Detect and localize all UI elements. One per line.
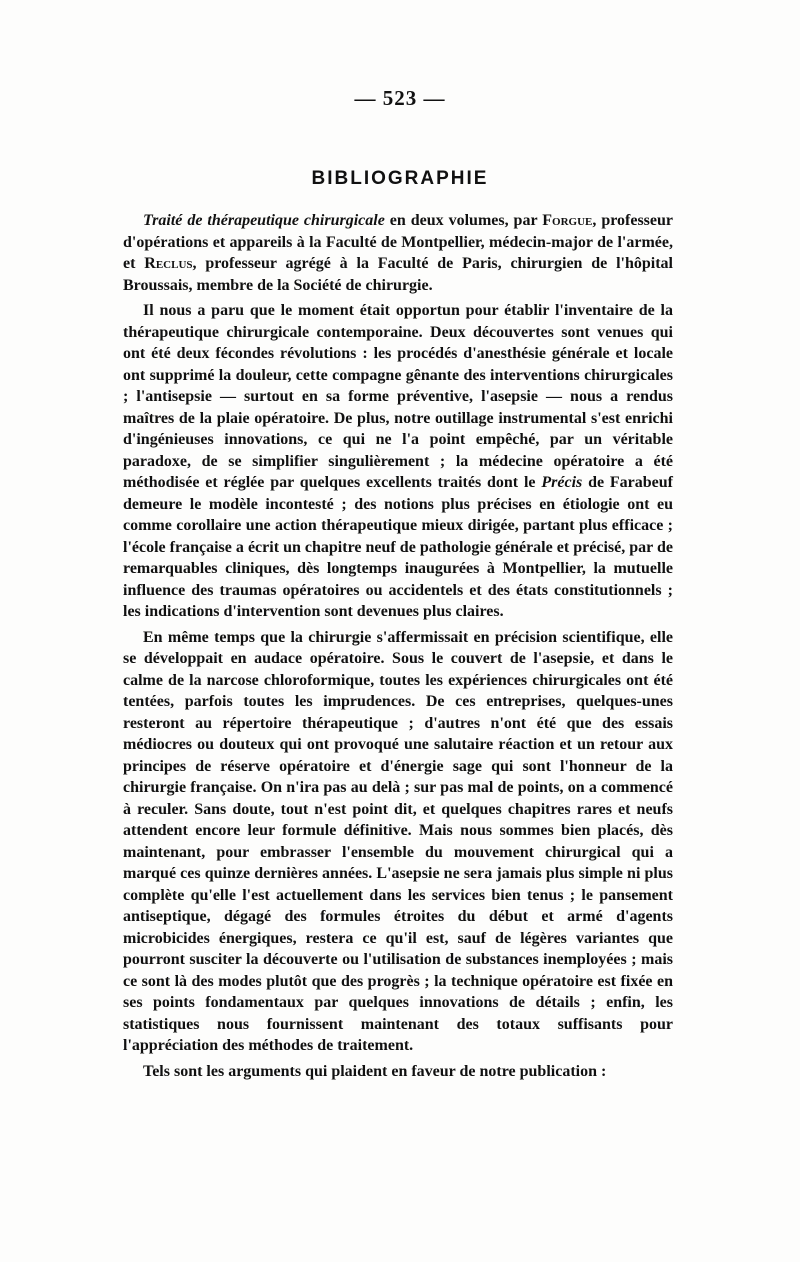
entry-text-b: , professeur d'opérations et appareils à la Faculté de Montpellier, médecin-major de l'armée, et	[123, 212, 674, 272]
precis-title: Précis	[541, 474, 583, 491]
paragraph-inventory	[123, 300, 673, 623]
page-number: — 523 —	[354, 86, 446, 110]
author-forgue: Forgue	[542, 212, 593, 229]
entry-text-a: en deux volumes, par	[384, 212, 543, 229]
section-title: BIBLIOGRAPHIE	[311, 168, 489, 189]
paragraph-inventory-b: de Farabeuf demeure le modèle incontesté ; des notions plus précises en étiologie ont eu comme corollaire une action thérapeutique mieux dirigée, partant plus efficace ; l'école française a écrit un chapitre neuf de pathologie générale et précisé, par de remarquables cliniques, dès longtemps inaugurées à Montpellier, la mutuelle influence des traumas opératoires ou accidentels et des états constitutionnels ; les indications d'intervention sont devenues plus claires.	[123, 474, 674, 620]
author-reclus: Reclus	[144, 255, 193, 272]
paragraph-arguments: Tels sont les arguments qui plaident en faveur de notre publication :	[143, 1062, 607, 1080]
body-text	[123, 210, 673, 1082]
entry-text-c: , professeur agrégé à la Faculté de Paris, chirurgien de l'hôpital Broussais, membre de la Société de chirurgie.	[123, 255, 674, 294]
book-title: Traité de thérapeutique chirurgicale	[143, 212, 385, 229]
paragraph-audacity: En même temps que la chirurgie s'affermissait en précision scientifique, elle se développait en audace opératoire. Sous le couvert de l'asepsie, et dans le calme de la narcose chloroformique, toutes les expériences chirurgicales ont été tentées, parfois toutes les imprudences. De ces entreprises, quelques-unes resteront au répertoire thérapeutique ; d'autres n'ont été que des essais médiocres ou douteux qui ont provoqué une salutaire réaction et un retour aux principes de réserve opératoire et d'énergie sage qui sont l'honneur de la chirurgie française. On n'ira pas au delà ; sur pas mal de points, on a commencé à reculer. Sans doute, tout n'est point dit, et quelques chapitres rares et neufs attendent encore leur formule définitive. Mais nous sommes bien placés, dès maintenant, pour embrasser l'ensemble du mouvement chirurgical qui a marqué ces quinze dernières années. L'asepsie ne sera jamais plus simple ni plus complète qu'elle l'est actuellement dans les services bien tenus ; le pansement antiseptique, dégagé des formules étroites du début et armé d'agents microbicides énergiques, restera ce qu'il est, sauf de légères variantes que pourront susciter la découverte ou l'utilisation de substances inemployées ; mais ce sont là des modes plutôt que des progrès ; la technique opératoire est fixée en ses points fondamentaux par quelques innovations de détails ; enfin, les statistiques nous fournissent maintenant des totaux suffisants pour l'appréciation des méthodes de traitement.	[123, 628, 673, 1054]
paragraph-inventory-a: Il nous a paru que le moment était opportun pour établir l'inventaire de la thérapeutique chirurgicale contemporaine. Deux découvertes sont venues qui ont été deux fécondes révolutions : les procédés d'anesthésie générale et locale ont supprimé la douleur, cette compagne gênante des interventions chirurgicales ; l'antisepsie — surtout en sa forme préventive, l'asepsie — nous a rendus maîtres de la plaie opératoire. De plus, notre outillage instrumental s'est enrichi d'ingénieuses innovations, ce qui ne l'a point empêché, par un véritable paradoxe, de se simplifier singulièrement ; la médecine opératoire a été méthodisée et réglée par quelques excellents traités dont le	[123, 302, 673, 491]
bibliography-entry	[123, 210, 673, 296]
